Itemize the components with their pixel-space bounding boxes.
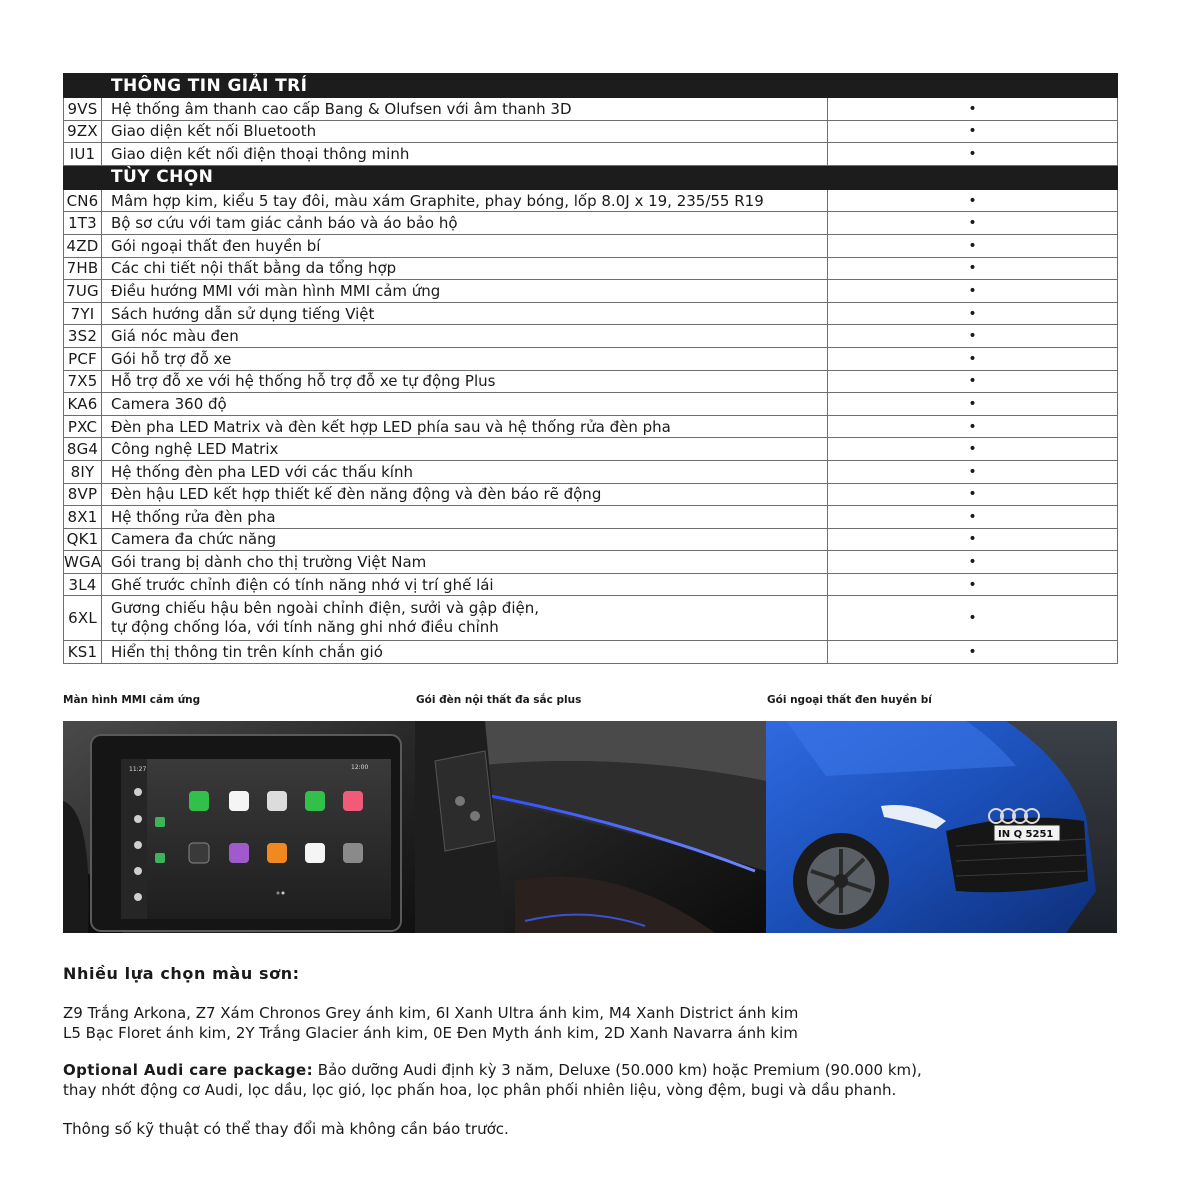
option-code: 8G4 bbox=[64, 438, 102, 461]
option-code: 7UG bbox=[64, 280, 102, 303]
availability-bullet: • bbox=[828, 98, 1118, 121]
option-description: Điều hướng MMI với màn hình MMI cảm ứng bbox=[102, 280, 828, 303]
option-description: Mâm hợp kim, kiểu 5 tay đôi, màu xám Graphite, phay bóng, lốp 8.0J x 19, 235/55 R19 bbox=[102, 189, 828, 212]
option-description: Camera 360 độ bbox=[102, 393, 828, 416]
option-description: Công nghệ LED Matrix bbox=[102, 438, 828, 461]
license-plate: IN Q 5251 bbox=[998, 829, 1054, 840]
option-description: Gói trang bị dành cho thị trường Việt Nam bbox=[102, 551, 828, 574]
option-description: Hệ thống đèn pha LED với các thấu kính bbox=[102, 460, 828, 483]
option-description: Sách hướng dẫn sử dụng tiếng Việt bbox=[102, 302, 828, 325]
option-code: 8VP bbox=[64, 483, 102, 506]
table-row bbox=[64, 370, 1118, 393]
table-row bbox=[64, 483, 1118, 506]
option-description-line: Gương chiếu hậu bên ngoài chỉnh điện, sưởi và gập điện, bbox=[111, 599, 539, 618]
paint-colors-line-2: L5 Bạc Floret ánh kim, 2Y Trắng Glacier ánh kim, 0E Đen Myth ánh kim, 2D Xanh Navarra ánh kim bbox=[63, 1024, 798, 1042]
table-row bbox=[64, 506, 1118, 529]
availability-bullet: • bbox=[828, 234, 1118, 257]
option-code: 8IY bbox=[64, 460, 102, 483]
table-row bbox=[64, 234, 1118, 257]
availability-bullet: • bbox=[828, 302, 1118, 325]
section-title: TÙY CHỌN bbox=[102, 165, 1118, 189]
table-row bbox=[64, 98, 1118, 121]
care-text-1: Bảo dưỡng Audi định kỳ 3 năm, Deluxe (50.000 km) hoặc Premium (90.000 km), bbox=[313, 1061, 922, 1079]
availability-bullet: • bbox=[828, 573, 1118, 596]
option-description: Đèn hậu LED kết hợp thiết kế đèn năng động và đèn báo rẽ động bbox=[102, 483, 828, 506]
availability-bullet: • bbox=[828, 641, 1118, 664]
option-description: Gói hỗ trợ đỗ xe bbox=[102, 347, 828, 370]
option-code: PXC bbox=[64, 415, 102, 438]
availability-bullet: • bbox=[828, 370, 1118, 393]
table-row bbox=[64, 641, 1118, 664]
section-header-spacer bbox=[64, 165, 102, 189]
option-description-line: tự động chống lóa, với tính năng ghi nhớ điều chỉnh bbox=[111, 618, 499, 637]
option-code: 7X5 bbox=[64, 370, 102, 393]
option-code: 1T3 bbox=[64, 212, 102, 235]
availability-bullet: • bbox=[828, 280, 1118, 303]
option-code: 4ZD bbox=[64, 234, 102, 257]
table-row bbox=[64, 596, 1118, 641]
availability-bullet: • bbox=[828, 483, 1118, 506]
caption-exterior-black-package: Gói ngoại thất đen huyền bí bbox=[767, 694, 932, 706]
interior-lighting-photo bbox=[415, 721, 766, 933]
section-header-spacer bbox=[64, 74, 102, 98]
table-row bbox=[64, 551, 1118, 574]
availability-bullet: • bbox=[828, 528, 1118, 551]
option-description: Các chi tiết nội thất bằng da tổng hợp bbox=[102, 257, 828, 280]
option-code: QK1 bbox=[64, 528, 102, 551]
paint-colors-line-1: Z9 Trắng Arkona, Z7 Xám Chronos Grey ánh kim, 6I Xanh Ultra ánh kim, M4 Xanh District ánh kim bbox=[63, 1004, 799, 1022]
option-description: Hệ thống rửa đèn pha bbox=[102, 506, 828, 529]
table-row bbox=[64, 189, 1118, 212]
table-row bbox=[64, 257, 1118, 280]
audi-care-package bbox=[63, 1060, 1123, 1100]
option-description: Hỗ trợ đỗ xe với hệ thống hỗ trợ đỗ xe tự động Plus bbox=[102, 370, 828, 393]
option-code: KS1 bbox=[64, 641, 102, 664]
section-title: THÔNG TIN GIẢI TRÍ bbox=[102, 74, 1118, 98]
option-code: KA6 bbox=[64, 393, 102, 416]
disclaimer-note: Thông số kỹ thuật có thể thay đổi mà không cần báo trước. bbox=[63, 1120, 509, 1138]
table-row bbox=[64, 120, 1118, 143]
availability-bullet: • bbox=[828, 325, 1118, 348]
option-description: Giá nóc màu đen bbox=[102, 325, 828, 348]
care-label: Optional Audi care package: bbox=[63, 1061, 314, 1079]
section-header bbox=[64, 165, 1118, 189]
option-description: Camera đa chức năng bbox=[102, 528, 828, 551]
caption-mmi-screen: Màn hình MMI cảm ứng bbox=[63, 694, 201, 706]
availability-bullet: • bbox=[828, 551, 1118, 574]
screen-time-left: 11:27 bbox=[129, 766, 147, 773]
option-code: 7HB bbox=[64, 257, 102, 280]
table-row bbox=[64, 212, 1118, 235]
option-description: Bộ sơ cứu với tam giác cảnh báo và áo bảo hộ bbox=[102, 212, 828, 235]
care-text-2: thay nhớt động cơ Audi, lọc dầu, lọc gió, lọc phấn hoa, lọc phân phối nhiên liệu, vòng đệm, bugi và dầu phanh. bbox=[63, 1081, 897, 1099]
availability-bullet: • bbox=[828, 596, 1118, 641]
option-description: Hiển thị thông tin trên kính chắn gió bbox=[102, 641, 828, 664]
table-row bbox=[64, 393, 1118, 416]
option-code: WGA bbox=[64, 551, 102, 574]
table-row bbox=[64, 325, 1118, 348]
table-row bbox=[64, 347, 1118, 370]
availability-bullet: • bbox=[828, 189, 1118, 212]
availability-bullet: • bbox=[828, 120, 1118, 143]
availability-bullet: • bbox=[828, 415, 1118, 438]
option-code: 3L4 bbox=[64, 573, 102, 596]
option-code: 9VS bbox=[64, 98, 102, 121]
spec-table bbox=[63, 73, 1118, 664]
table-row bbox=[64, 573, 1118, 596]
availability-bullet: • bbox=[828, 212, 1118, 235]
mmi-screen-photo bbox=[63, 721, 415, 933]
availability-bullet: • bbox=[828, 393, 1118, 416]
availability-bullet: • bbox=[828, 257, 1118, 280]
option-description: Hệ thống âm thanh cao cấp Bang & Olufsen với âm thanh 3D bbox=[102, 98, 828, 121]
caption-interior-lighting: Gói đèn nội thất đa sắc plus bbox=[416, 694, 582, 706]
option-code: IU1 bbox=[64, 143, 102, 166]
table-row bbox=[64, 415, 1118, 438]
availability-bullet: • bbox=[828, 438, 1118, 461]
option-description: Giao diện kết nối Bluetooth bbox=[102, 120, 828, 143]
option-code: 9ZX bbox=[64, 120, 102, 143]
option-description: Giao diện kết nối điện thoại thông minh bbox=[102, 143, 828, 166]
option-description: Gói ngoại thất đen huyền bí bbox=[102, 234, 828, 257]
table-row bbox=[64, 143, 1118, 166]
availability-bullet: • bbox=[828, 506, 1118, 529]
paint-heading: Nhiều lựa chọn màu sơn: bbox=[63, 964, 300, 983]
spec-table-body bbox=[64, 74, 1118, 664]
option-code: 7YI bbox=[64, 302, 102, 325]
option-code: 3S2 bbox=[64, 325, 102, 348]
table-row bbox=[64, 280, 1118, 303]
section-header bbox=[64, 74, 1118, 98]
option-description bbox=[102, 596, 828, 641]
option-code: PCF bbox=[64, 347, 102, 370]
option-code: 8X1 bbox=[64, 506, 102, 529]
availability-bullet: • bbox=[828, 143, 1118, 166]
table-row bbox=[64, 302, 1118, 325]
option-code: 6XL bbox=[64, 596, 102, 641]
availability-bullet: • bbox=[828, 347, 1118, 370]
option-description: Đèn pha LED Matrix và đèn kết hợp LED phía sau và hệ thống rửa đèn pha bbox=[102, 415, 828, 438]
option-code: CN6 bbox=[64, 189, 102, 212]
table-row bbox=[64, 528, 1118, 551]
option-description: Ghế trước chỉnh điện có tính năng nhớ vị trí ghế lái bbox=[102, 573, 828, 596]
table-row bbox=[64, 438, 1118, 461]
availability-bullet: • bbox=[828, 460, 1118, 483]
exterior-car-photo bbox=[766, 721, 1117, 933]
screen-time-right: 12:00 bbox=[351, 764, 369, 771]
table-row bbox=[64, 460, 1118, 483]
